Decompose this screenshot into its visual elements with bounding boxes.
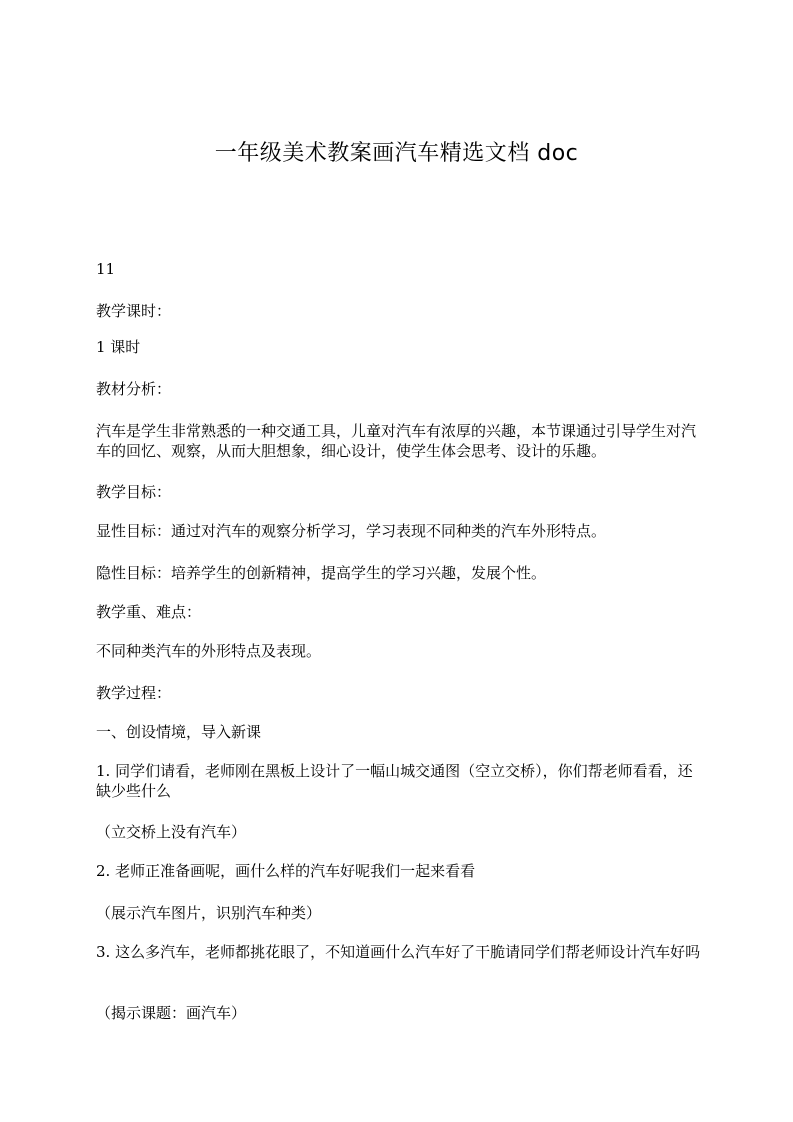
implicit-goal-text: 隐性目标：培养学生的创新精神，提高学生的学习兴趣，发展个性。 (96, 564, 547, 582)
heading-class-hours: 教学课时： (96, 302, 172, 320)
step-three-text: 3. 这么多汽车，老师都挑花眼了，不知道画什么汽车好了干脆请同学们帮老师设计汽车好吗 (96, 943, 701, 961)
key-points-text: 不同种类汽车的外形特点及表现。 (96, 642, 322, 660)
heading-key-points: 教学重、难点： (96, 603, 202, 621)
class-hours-value: 1 课时 (96, 338, 141, 356)
heading-teaching-goals: 教学目标： (96, 483, 172, 501)
heading-material-analysis: 教材分析： (96, 380, 172, 398)
explicit-goal-text: 显性目标：通过对汽车的观察分析学习，学习表现不同种类的汽车外形特点。 (96, 522, 607, 540)
step-two-text: 2. 老师正准备画呢，画什么样的汽车好呢我们一起来看看 (96, 862, 476, 880)
step-three-note: （揭示课题：画汽车） (96, 1004, 247, 1022)
section-one-heading: 一、创设情境，导入新课 (96, 723, 262, 741)
document-title: 一年级美术教案画汽车精选文档 doc (214, 141, 579, 166)
step-two-note: （展示汽车图片，识别汽车种类） (96, 904, 322, 922)
step-one-note: （立交桥上没有汽车） (96, 823, 247, 841)
step-one-text: 1. 同学们请看，老师刚在黑板上设计了一幅山城交通图（空立交桥），你们帮老师看看，还缺少些什么 (96, 762, 693, 800)
heading-teaching-process: 教学过程： (96, 684, 172, 702)
page-number-paragraph: 11 (96, 260, 116, 278)
material-analysis-text: 汽车是学生非常熟悉的一种交通工具，儿童对汽车有浓厚的兴趣，本节课通过引导学生对汽车的回忆、观察，从而大胆想象，细心设计，使学生体会思考、设计的乐趣。 (96, 422, 697, 460)
